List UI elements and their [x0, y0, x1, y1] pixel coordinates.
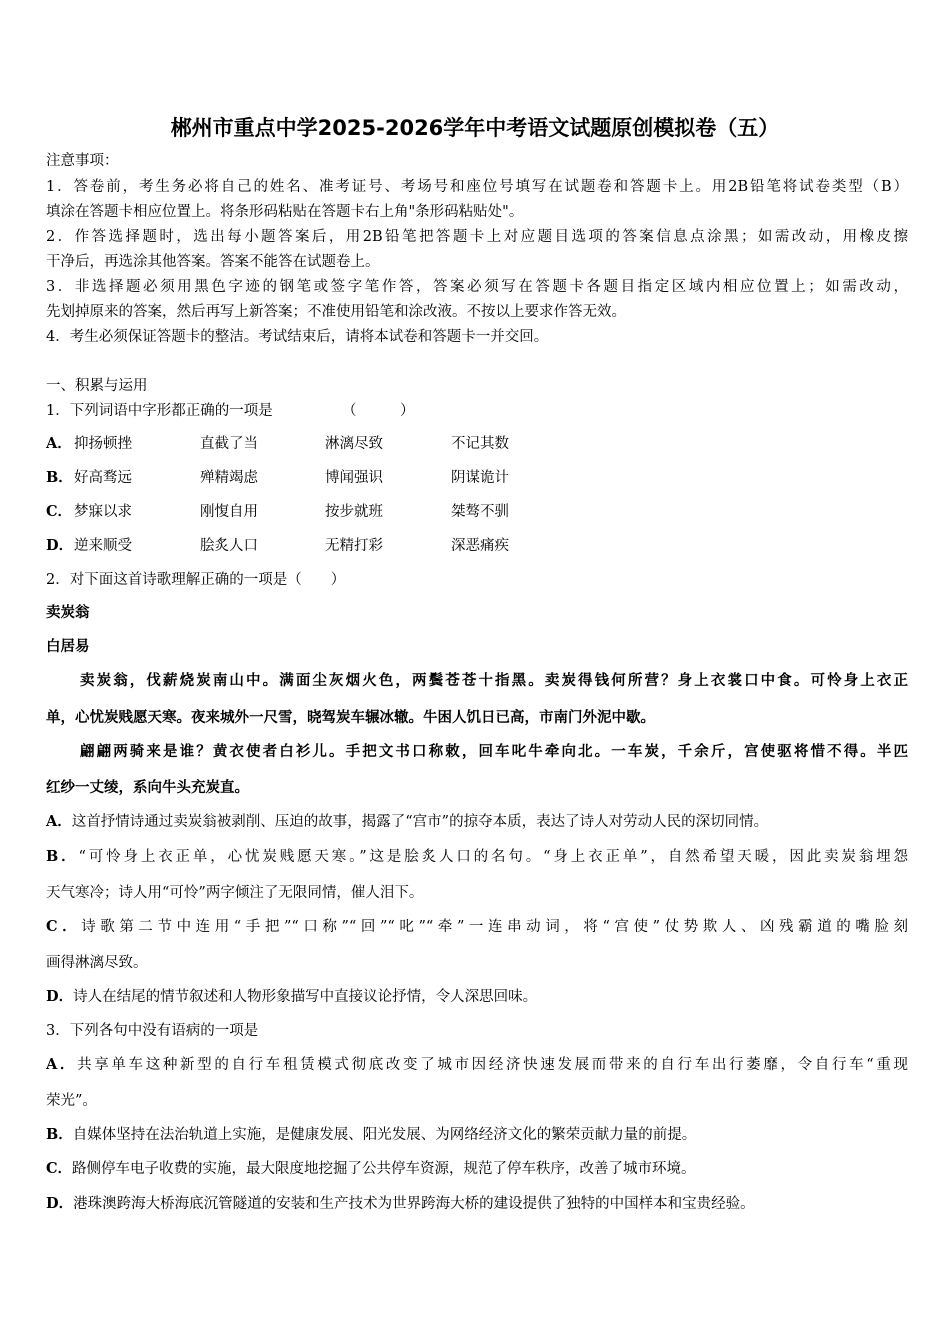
- option-word: 殚精竭虑: [200, 470, 258, 486]
- option-text: 荣光”。: [46, 1093, 97, 1109]
- option-label: A．: [46, 813, 72, 830]
- option-word: 深恶痛疾: [451, 538, 509, 554]
- poem-line: 红纱一丈绫，系向牛头充炭直。: [46, 779, 249, 796]
- question-stem-text: 1．下列词语中字形都正确的一项是: [46, 403, 273, 419]
- option-label: C．: [46, 1160, 73, 1177]
- option-label: D．: [46, 537, 74, 554]
- option-label: A．: [46, 1056, 78, 1073]
- notice-line: 2．作答选择题时，选出每小题答案后，用2B铅笔把答题卡上对应题目选项的答案信息点涂黑；如需改动，用橡皮擦: [46, 229, 908, 245]
- option-word: 直截了当: [200, 436, 258, 452]
- notice-line: 填涂在答题卡相应位置上。将条形码粘贴在答题卡右上角"条形码粘贴处"。: [46, 204, 524, 220]
- option-label: D．: [46, 1195, 74, 1212]
- option-text: B．“可怜身上衣正单，心忧炭贱愿天寒。”这是脍炙人口的名句。“身上衣正单”，自然希望天暖，因此卖炭翁埋怨: [46, 848, 908, 865]
- poem-line: 翩翩两骑来是谁？黄衣使者白衫儿。手把文书口称敕，回车叱牛牵向北。一车炭，千余斤，宫使驱将惜不得。半匹: [80, 743, 908, 760]
- option-word: 桀骜不驯: [451, 504, 509, 520]
- option-text: C．路侧停车电子收费的实施，最大限度地挖掘了公共停车资源，规范了停车秩序，改善了城市环境。: [46, 1160, 696, 1177]
- option-label: A．: [46, 435, 72, 452]
- answer-paren: （ ）: [342, 403, 415, 419]
- option-text: A．这首抒情诗通过卖炭翁被剥削、压迫的故事，揭露了“宫市”的掠夺本质，表达了诗人对劳动人民的深切同情。: [46, 813, 769, 830]
- option-word: 刚愎自用: [200, 504, 258, 520]
- option-text: A．共享单车这种新型的自行车租赁模式彻底改变了城市因经济快速发展而带来的自行车出行萎靡，令自行车“重现: [46, 1056, 908, 1073]
- option-text: 画得淋漓尽致。: [46, 955, 148, 971]
- option-word: 逆来顺受: [74, 538, 132, 554]
- option-word: 不记其数: [451, 436, 509, 452]
- option-label: C．: [46, 503, 73, 520]
- section-heading: 一、积累与运用: [46, 378, 148, 394]
- option-word: 博闻强识: [325, 470, 383, 486]
- page-title: 郴州市重点中学2025-2026学年中考语文试题原创模拟卷（五）: [170, 116, 780, 140]
- option-word: 无精打彩: [325, 538, 383, 554]
- notice-line: 先划掉原来的答案，然后再写上新答案；不准使用铅笔和涂改液。不按以上要求作答无效。: [46, 304, 626, 320]
- poem-line: 卖炭翁，伐薪烧炭南山中。满面尘灰烟火色，两鬓苍苍十指黑。卖炭得钱何所营？身上衣裳口中食。可怜身上衣正: [80, 672, 908, 689]
- option-word: 梦寐以求: [74, 504, 132, 520]
- option-text: D．诗人在结尾的情节叙述和人物形象描写中直接议论抒情，令人深思回味。: [46, 988, 538, 1005]
- poem-line: 单，心忧炭贱愿天寒。夜来城外一尺雪，晓驾炭车辗冰辙。牛困人饥日已高，市南门外泥中歇。: [46, 709, 655, 726]
- option-label: B．: [46, 469, 73, 486]
- notice-line: 3．非选择题必须用黑色字迹的钢笔或签字笔作答，答案必须写在答题卡各题目指定区域内相应位置上；如需改动，: [46, 279, 908, 295]
- notice-heading: 注意事项：: [46, 153, 119, 169]
- option-word: 阴谋诡计: [451, 470, 509, 486]
- option-word: 淋漓尽致: [325, 436, 383, 452]
- option-text: C．诗歌第二节中连用“手把”“口称”“回”“叱”“牵”一连串动词，将“宫使”仗势欺人、凶残霸道的嘴脸刻: [46, 918, 908, 935]
- question-1-stem: [46, 401, 908, 421]
- option-label: D．: [46, 988, 74, 1005]
- option-word: 抑扬顿挫: [74, 436, 132, 452]
- question-2-stem: 2．对下面这首诗歌理解正确的一项是（ ）: [46, 572, 346, 588]
- option-word: 好高骛远: [74, 470, 132, 486]
- option-label: C．: [46, 918, 82, 935]
- poem-author: 白居易: [46, 638, 90, 655]
- poem-title: 卖炭翁: [46, 604, 90, 621]
- option-text: B．自媒体坚持在法治轨道上实施，是健康发展、阳光发展、为网络经济文化的繁荣贡献力量的前提。: [46, 1126, 697, 1143]
- option-word: 脍炙人口: [200, 538, 258, 554]
- option-text: D．港珠澳跨海大桥海底沉管隧道的安装和生产技术为世界跨海大桥的建设提供了独特的中国样本和宝贵经验。: [46, 1195, 755, 1212]
- option-text: 天气寒冷；诗人用“可怜”两字倾注了无限同情，催人泪下。: [46, 885, 424, 901]
- notice-line: 干净后，再选涂其他答案。答案不能答在试题卷上。: [46, 254, 380, 270]
- option-label: B．: [46, 1126, 73, 1143]
- option-word: 按步就班: [325, 504, 383, 520]
- notice-line: 4．考生必须保证答题卡的整洁。考试结束后，请将本试卷和答题卡一并交回。: [46, 329, 549, 345]
- notice-line: 1．答卷前，考生务必将自己的姓名、准考证号、考场号和座位号填写在试题卷和答题卡上。用2B铅笔将试卷类型（B）: [46, 179, 908, 195]
- option-label: B．: [46, 848, 79, 865]
- question-3-stem: 3．下列各句中没有语病的一项是: [46, 1023, 259, 1039]
